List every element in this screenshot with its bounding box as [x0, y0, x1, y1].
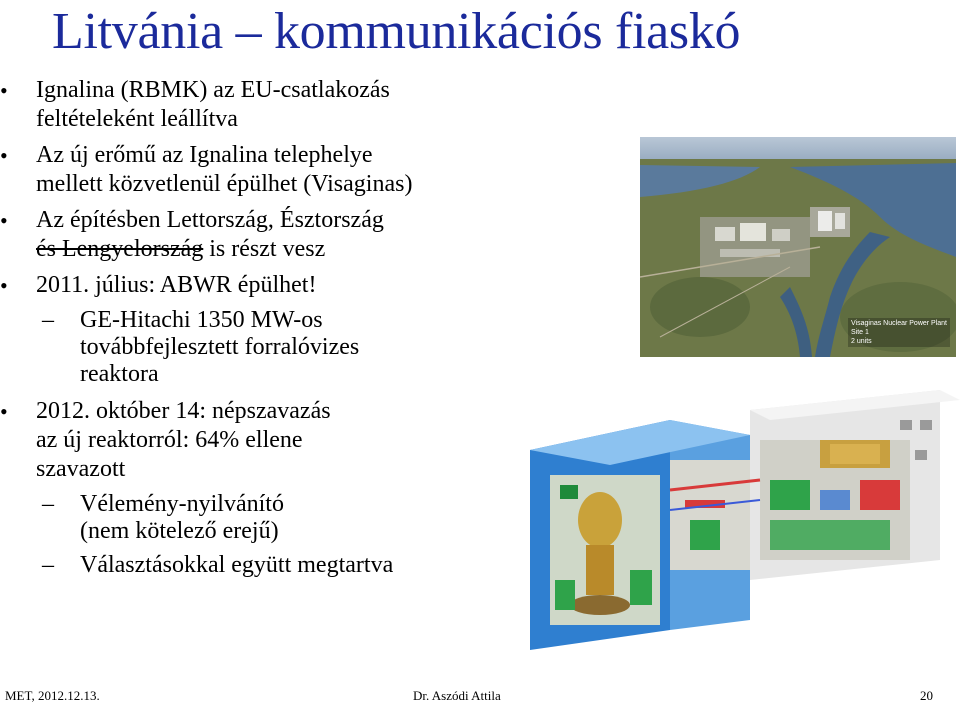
bullet-text: mellett közvetlenül épülhet (Visaginas) — [36, 171, 413, 197]
bullet-item — [0, 206, 560, 264]
bullet-item — [0, 397, 560, 484]
sub-text: Választásokkal együtt megtartva — [80, 552, 394, 578]
slide-title: Litvánia – kommunikációs fiaskó — [52, 3, 741, 60]
sub-item — [0, 552, 560, 579]
bullet-dot: • — [0, 78, 8, 103]
bullet-dot: • — [0, 273, 8, 298]
bullet-item — [0, 76, 560, 134]
footer-author: Dr. Aszódi Attila — [413, 688, 501, 703]
bullet-text: 2012. október 14: népszavazás — [36, 398, 331, 424]
bullet-dot: • — [0, 399, 8, 424]
bullet-text: Az építésben Lettország, Észtország — [36, 207, 384, 233]
bullet-text: Az új erőmű az Ignalina telephelye — [36, 142, 373, 168]
footer-page-number: 20 — [920, 688, 933, 703]
sub-text: Vélemény-nyilvánító — [80, 491, 284, 517]
sub-text: reaktora — [80, 361, 159, 387]
sub-item — [0, 491, 560, 545]
photo-caption — [848, 318, 950, 347]
sub-item — [0, 307, 560, 388]
caption-line: 2 units — [851, 338, 872, 345]
footer-date: MET, 2012.12.13. — [5, 688, 100, 703]
bullet-text-rest: is részt vesz — [203, 236, 326, 262]
aerial-photo — [640, 137, 956, 357]
bullet-text: Ignalina (RBMK) az EU-csatlakozás — [36, 77, 390, 103]
struck-text: és Lengyelország — [36, 236, 204, 262]
bullet-text: feltételeként leállítva — [36, 106, 238, 132]
bullet-item — [0, 141, 560, 199]
bullet-dot: • — [0, 208, 8, 233]
bullet-list — [0, 76, 560, 579]
caption-line: Visaginas Nuclear Power Plant — [851, 320, 947, 327]
sub-dash: – — [42, 307, 54, 333]
sub-text: továbbfejlesztett forralóvizes — [80, 334, 360, 360]
bullet-text: az új reaktorról: 64% ellene — [36, 427, 303, 453]
sub-text: (nem kötelező erejű) — [80, 518, 279, 544]
bullet-dot: • — [0, 143, 8, 168]
bullet-item — [0, 271, 560, 300]
bullet-text: 2011. július: ABWR épülhet! — [36, 272, 317, 298]
sub-dash: – — [42, 552, 54, 578]
reactor-cutaway-graphic — [520, 380, 960, 670]
reactor-cutaway-illustration — [520, 380, 960, 670]
sub-text: GE-Hitachi 1350 MW-os — [80, 307, 323, 333]
bullet-text — [36, 235, 560, 264]
sub-dash: – — [42, 491, 54, 517]
caption-line: Site 1 — [851, 329, 869, 336]
bullet-text: szavazott — [36, 456, 126, 482]
